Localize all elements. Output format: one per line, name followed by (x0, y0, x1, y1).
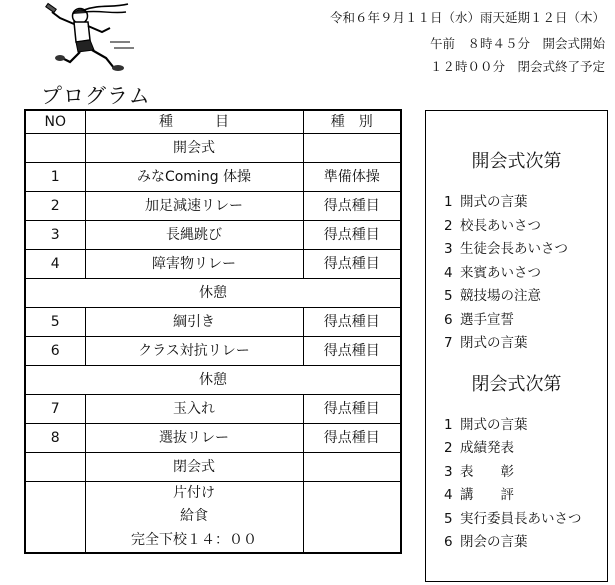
item-number: 3 (444, 463, 453, 480)
item-text: 来賓あいさつ (460, 264, 541, 281)
event-name: 開会式 (85, 134, 303, 163)
opening-ceremony-item (444, 285, 607, 309)
row-number (25, 482, 85, 554)
closing-ceremony-list (426, 414, 607, 555)
table-row (25, 424, 401, 453)
opening-ceremony-title: 開会式次第 (471, 151, 562, 172)
column-header-no: NO (25, 110, 85, 134)
item-number: 2 (444, 217, 453, 234)
event-type (303, 482, 401, 554)
event-type (303, 453, 401, 482)
table-row (25, 453, 401, 482)
event-type: 得点種目 (303, 395, 401, 424)
item-number: 3 (444, 241, 453, 257)
item-text: 開式の言葉 (460, 194, 528, 210)
row-number: 2 (25, 192, 85, 221)
closing-ceremony-item (444, 437, 607, 461)
break-row (25, 279, 401, 308)
closing-ceremony-item (444, 414, 607, 438)
item-number: 4 (444, 264, 453, 281)
event-name: 閉会式 (85, 453, 303, 482)
item-number: 1 (444, 416, 453, 433)
row-number: 4 (25, 250, 85, 279)
row-number (25, 453, 85, 482)
break-label: 休憩 (25, 366, 401, 395)
event-name (85, 482, 303, 554)
event-name: 綱引き (85, 308, 303, 337)
closing-ceremony-item (444, 461, 607, 485)
opening-ceremony-list (426, 191, 607, 356)
event-type: 得点種目 (303, 424, 401, 453)
end-time-line: １２時００分 閉会式終了予定 (429, 59, 605, 74)
date-line: 令和６年９月１１日（水）雨天延期１２日（木） (329, 10, 605, 25)
item-number: 5 (444, 288, 453, 304)
start-time-line: 午前 ８時４５分 開会式開始 (429, 36, 605, 51)
page-title: プログラム (41, 84, 151, 108)
item-text: 実行委員長あいさつ (460, 510, 582, 527)
item-number: 7 (444, 335, 453, 351)
table-row (25, 163, 401, 192)
final-row (25, 482, 401, 554)
item-number: 1 (444, 194, 453, 210)
closing-ceremony-item (444, 508, 607, 532)
opening-ceremony-item (444, 215, 607, 239)
item-text: 選手宣誓 (460, 311, 514, 328)
event-type: 準備体操 (303, 163, 401, 192)
item-text: 生徒会長あいさつ (460, 241, 568, 257)
program-table (24, 109, 402, 554)
table-row (25, 250, 401, 279)
opening-ceremony-item (444, 262, 607, 286)
break-label: 休憩 (25, 279, 401, 308)
item-number: 5 (444, 510, 453, 527)
event-type: 得点種目 (303, 308, 401, 337)
closing-ceremony-item (444, 531, 607, 555)
table-row (25, 395, 401, 424)
item-text: 校長あいさつ (460, 217, 541, 234)
break-row (25, 366, 401, 395)
item-text: 閉会の言葉 (460, 534, 528, 550)
closing-ceremony-title: 閉会式次第 (471, 373, 562, 395)
closing-ceremony-item (444, 484, 607, 508)
table-row (25, 192, 401, 221)
table-header-row (25, 110, 401, 134)
item-number: 6 (444, 534, 453, 550)
event-type: 得点種目 (303, 250, 401, 279)
opening-ceremony-item (444, 332, 607, 356)
event-type: 得点種目 (303, 192, 401, 221)
event-type: 得点種目 (303, 221, 401, 250)
row-number: 7 (25, 395, 85, 424)
event-type (303, 134, 401, 163)
final-row-line: 給食 (180, 508, 208, 525)
event-name: 長縄跳び (85, 221, 303, 250)
event-name: 加足減速リレー (85, 192, 303, 221)
table-row (25, 308, 401, 337)
item-number: 2 (444, 440, 453, 456)
ceremony-panel (425, 110, 608, 582)
column-header-event: 種 目 (85, 110, 303, 134)
opening-ceremony-item (444, 238, 607, 262)
item-text: 表 彰 (460, 463, 514, 480)
item-text: 講 評 (460, 487, 514, 503)
event-name: クラス対抗リレー (85, 337, 303, 366)
row-number: 6 (25, 337, 85, 366)
running-student-icon (40, 2, 140, 74)
table-row (25, 337, 401, 366)
item-text: 閉式の言葉 (460, 335, 528, 351)
opening-ceremony-item (444, 309, 607, 333)
row-number: 8 (25, 424, 85, 453)
event-name: みなComing 体操 (85, 163, 303, 192)
final-row-line: 片付け (173, 485, 215, 502)
opening-ceremony-item (444, 191, 607, 215)
table-row (25, 221, 401, 250)
row-number: 5 (25, 308, 85, 337)
final-row-line: 完全下校１４：００ (131, 531, 257, 548)
item-number: 4 (444, 487, 453, 503)
column-header-type: 種 別 (303, 110, 401, 134)
row-number: 3 (25, 221, 85, 250)
row-number (25, 134, 85, 163)
table-row (25, 134, 401, 163)
item-text: 開式の言葉 (460, 416, 528, 433)
row-number: 1 (25, 163, 85, 192)
event-type: 得点種目 (303, 337, 401, 366)
item-number: 6 (444, 311, 453, 328)
item-text: 成績発表 (460, 440, 514, 456)
event-name: 障害物リレー (85, 250, 303, 279)
event-name: 玉入れ (85, 395, 303, 424)
item-text: 競技場の注意 (460, 288, 541, 304)
event-name: 選抜リレー (85, 424, 303, 453)
